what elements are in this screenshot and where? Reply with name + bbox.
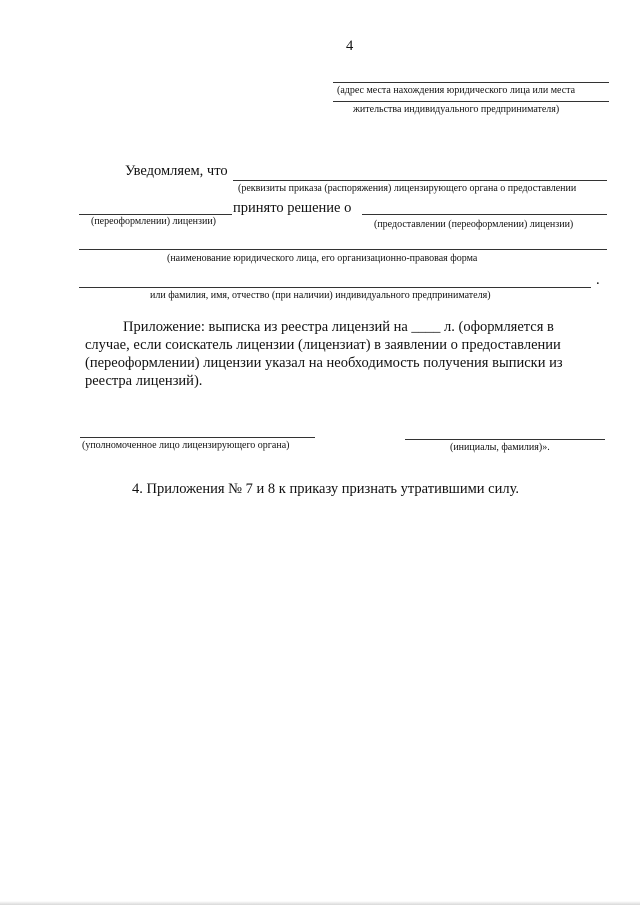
- notice-line-3: [79, 249, 607, 250]
- notice-trailing-dot: .: [596, 272, 600, 288]
- attachment-line-4: реестра лицензий).: [85, 373, 203, 389]
- page-number: 4: [346, 38, 354, 54]
- notice-line-4: [79, 287, 591, 288]
- notice-decision: принято решение о: [233, 200, 352, 216]
- notice-caption-2: (переоформлении) лицензии): [91, 216, 216, 227]
- address-line-2: [333, 101, 609, 102]
- notice-line-2b: [362, 214, 607, 215]
- notice-lead: Уведомляем, что: [125, 163, 228, 179]
- notice-caption-1: (реквизиты приказа (распоряжения) лицензирующего органа о предоставлении: [238, 183, 577, 194]
- notice-caption-4: (наименование юридического лица, его организационно-правовая форма: [167, 253, 478, 264]
- attachment-paragraph: [85, 318, 595, 390]
- address-caption-1: (адрес места нахождения юридического лица или места: [337, 85, 576, 96]
- attachment-line-1: Приложение: выписка из реестра лицензий на ____ л. (оформляется в: [123, 319, 554, 335]
- address-line-1: [333, 82, 609, 83]
- signature-caption-right: (инициалы, фамилия)».: [450, 442, 550, 453]
- notice-line-1: [233, 180, 607, 181]
- signature-line-left: [80, 437, 315, 438]
- clause-4: 4. Приложения № 7 и 8 к приказу признать утратившими силу.: [132, 481, 520, 497]
- notice-caption-5: или фамилия, имя, отчество (при наличии) индивидуального предпринимателя): [150, 290, 491, 301]
- attachment-line-3: (переоформлении) лицензии указал на необходимость получения выписки из: [85, 355, 563, 371]
- page-bottom-edge: [0, 901, 640, 905]
- notice-caption-3: (предоставлении (переоформлении) лицензии): [374, 219, 574, 230]
- notice-line-2a: [79, 214, 232, 215]
- signature-caption-left: (уполномоченное лицо лицензирующего органа): [82, 440, 290, 451]
- signature-line-right: [405, 439, 605, 440]
- address-caption-2: жительства индивидуального предпринимателя): [353, 104, 560, 115]
- attachment-line-2: случае, если соискатель лицензии (лицензиат) в заявлении о предоставлении: [85, 337, 561, 353]
